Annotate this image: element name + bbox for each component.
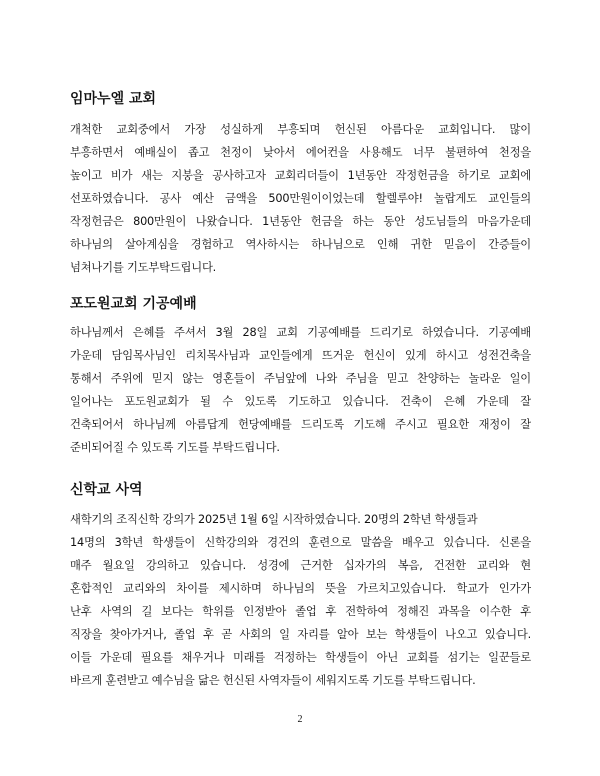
paragraph-line: 부흥하면서 예배실이 좁고 천정이 낮아서 에어컨을 사용해도 너무 불편하여 천정을 [70,146,531,159]
paragraph-line: 하나님께서 은혜를 주셔서 3월 28일 교회 기공예배를 드리기로 하였습니다. 기공예배 [70,326,531,339]
paragraph-line: 혼합적인 교리와의 차이를 제시하며 하나님의 뜻을 가르치고있습니다. 학교가 인가가 [70,582,531,595]
paragraph-line: 난후 사역의 길 보다는 학위를 인정받아 졸업 후 전학하여 정해진 과목을 이수한 후 [70,605,531,618]
paragraph-line: 일어나는 포도원교회가 될 수 있도록 기도하고 있습니다. 건축이 은혜 가운데 잘 [70,395,531,408]
paragraph-line: 직장을 찾아가거나, 졸업 후 곧 사회의 일 자리를 알아 보는 학생들이 나오고 있습니다. [70,628,531,641]
section-body-vineyard-church-groundbreaking [70,321,531,459]
paragraph-line: 넘쳐나기를 기도부탁드립니다. [70,261,217,274]
paragraph-line: 가운데 담임목사님인 리치목사님과 교인들에게 뜨거운 헌신이 있게 하시고 성전건축을 [70,349,531,362]
section-title-immanuel-church: 임마누엘 교회 [70,91,157,107]
paragraph-line: 건축되어서 하나님께 아름답게 헌당예배를 드리도록 기도해 주시고 필요한 재정이 잘 [70,418,531,431]
paragraph-line: 준비되어질 수 있도록 기도를 부탁드립니다. [70,441,280,454]
paragraph-line: 작정헌금은 800만원이 나왔습니다. 1년동안 헌금을 하는 동안 성도님들의 마음가운데 [70,215,531,228]
section-body-seminary-ministry [70,508,531,692]
paragraph-line: 하나님의 살아계심을 경험하고 역사하시는 하나님으로 인해 귀한 믿음이 간증들이 [70,238,531,251]
page-number: 2 [297,714,303,725]
section-title-seminary-ministry: 신학교 사역 [70,482,143,498]
paragraph-line: 이들 가운데 필요를 채우거나 미래를 걱정하는 학생들이 아닌 교회를 섬기는 일꾼들로 [70,651,531,664]
section-body-immanuel-church [70,118,531,279]
paragraph-line: 선포하였습니다. 공사 예산 금액을 500만원이이었는데 할렐루야! 놀랍게도 교인들의 [70,192,531,205]
paragraph-line: 통해서 주위에 믿지 않는 영혼들이 주님앞에 나와 주님을 믿고 찬양하는 놀라운 일이 [70,372,531,385]
paragraph-line: 14명의 3학년 학생들이 신학강의와 경건의 훈련으로 말씀을 배우고 있습니다. 신론을 [70,536,531,549]
paragraph-line: 개척한 교회중에서 가장 성실하게 부흥되며 헌신된 아름다운 교회입니다. 많이 [70,123,531,136]
paragraph-line: 높이고 비가 새는 지붕을 공사하고자 교회리더들이 1년동안 작정헌금을 하기로 교회에 [70,169,531,182]
paragraph-line: 바르게 훈련받고 예수님을 닮은 헌신된 사역자들이 세워지도록 기도를 부탁드립니다. [70,674,476,687]
paragraph-line: 매주 월요일 강의하고 있습니다. 성경에 근거한 십자가의 복음, 건전한 교리와 현 [70,559,531,572]
section-title-vineyard-church-groundbreaking: 포도원교회 기공예배 [70,296,197,312]
paragraph-line: 새학기의 조직신학 강의가 2025년 1월 6일 시작하였습니다. 20명의 2학년 학생들과 [70,513,478,526]
